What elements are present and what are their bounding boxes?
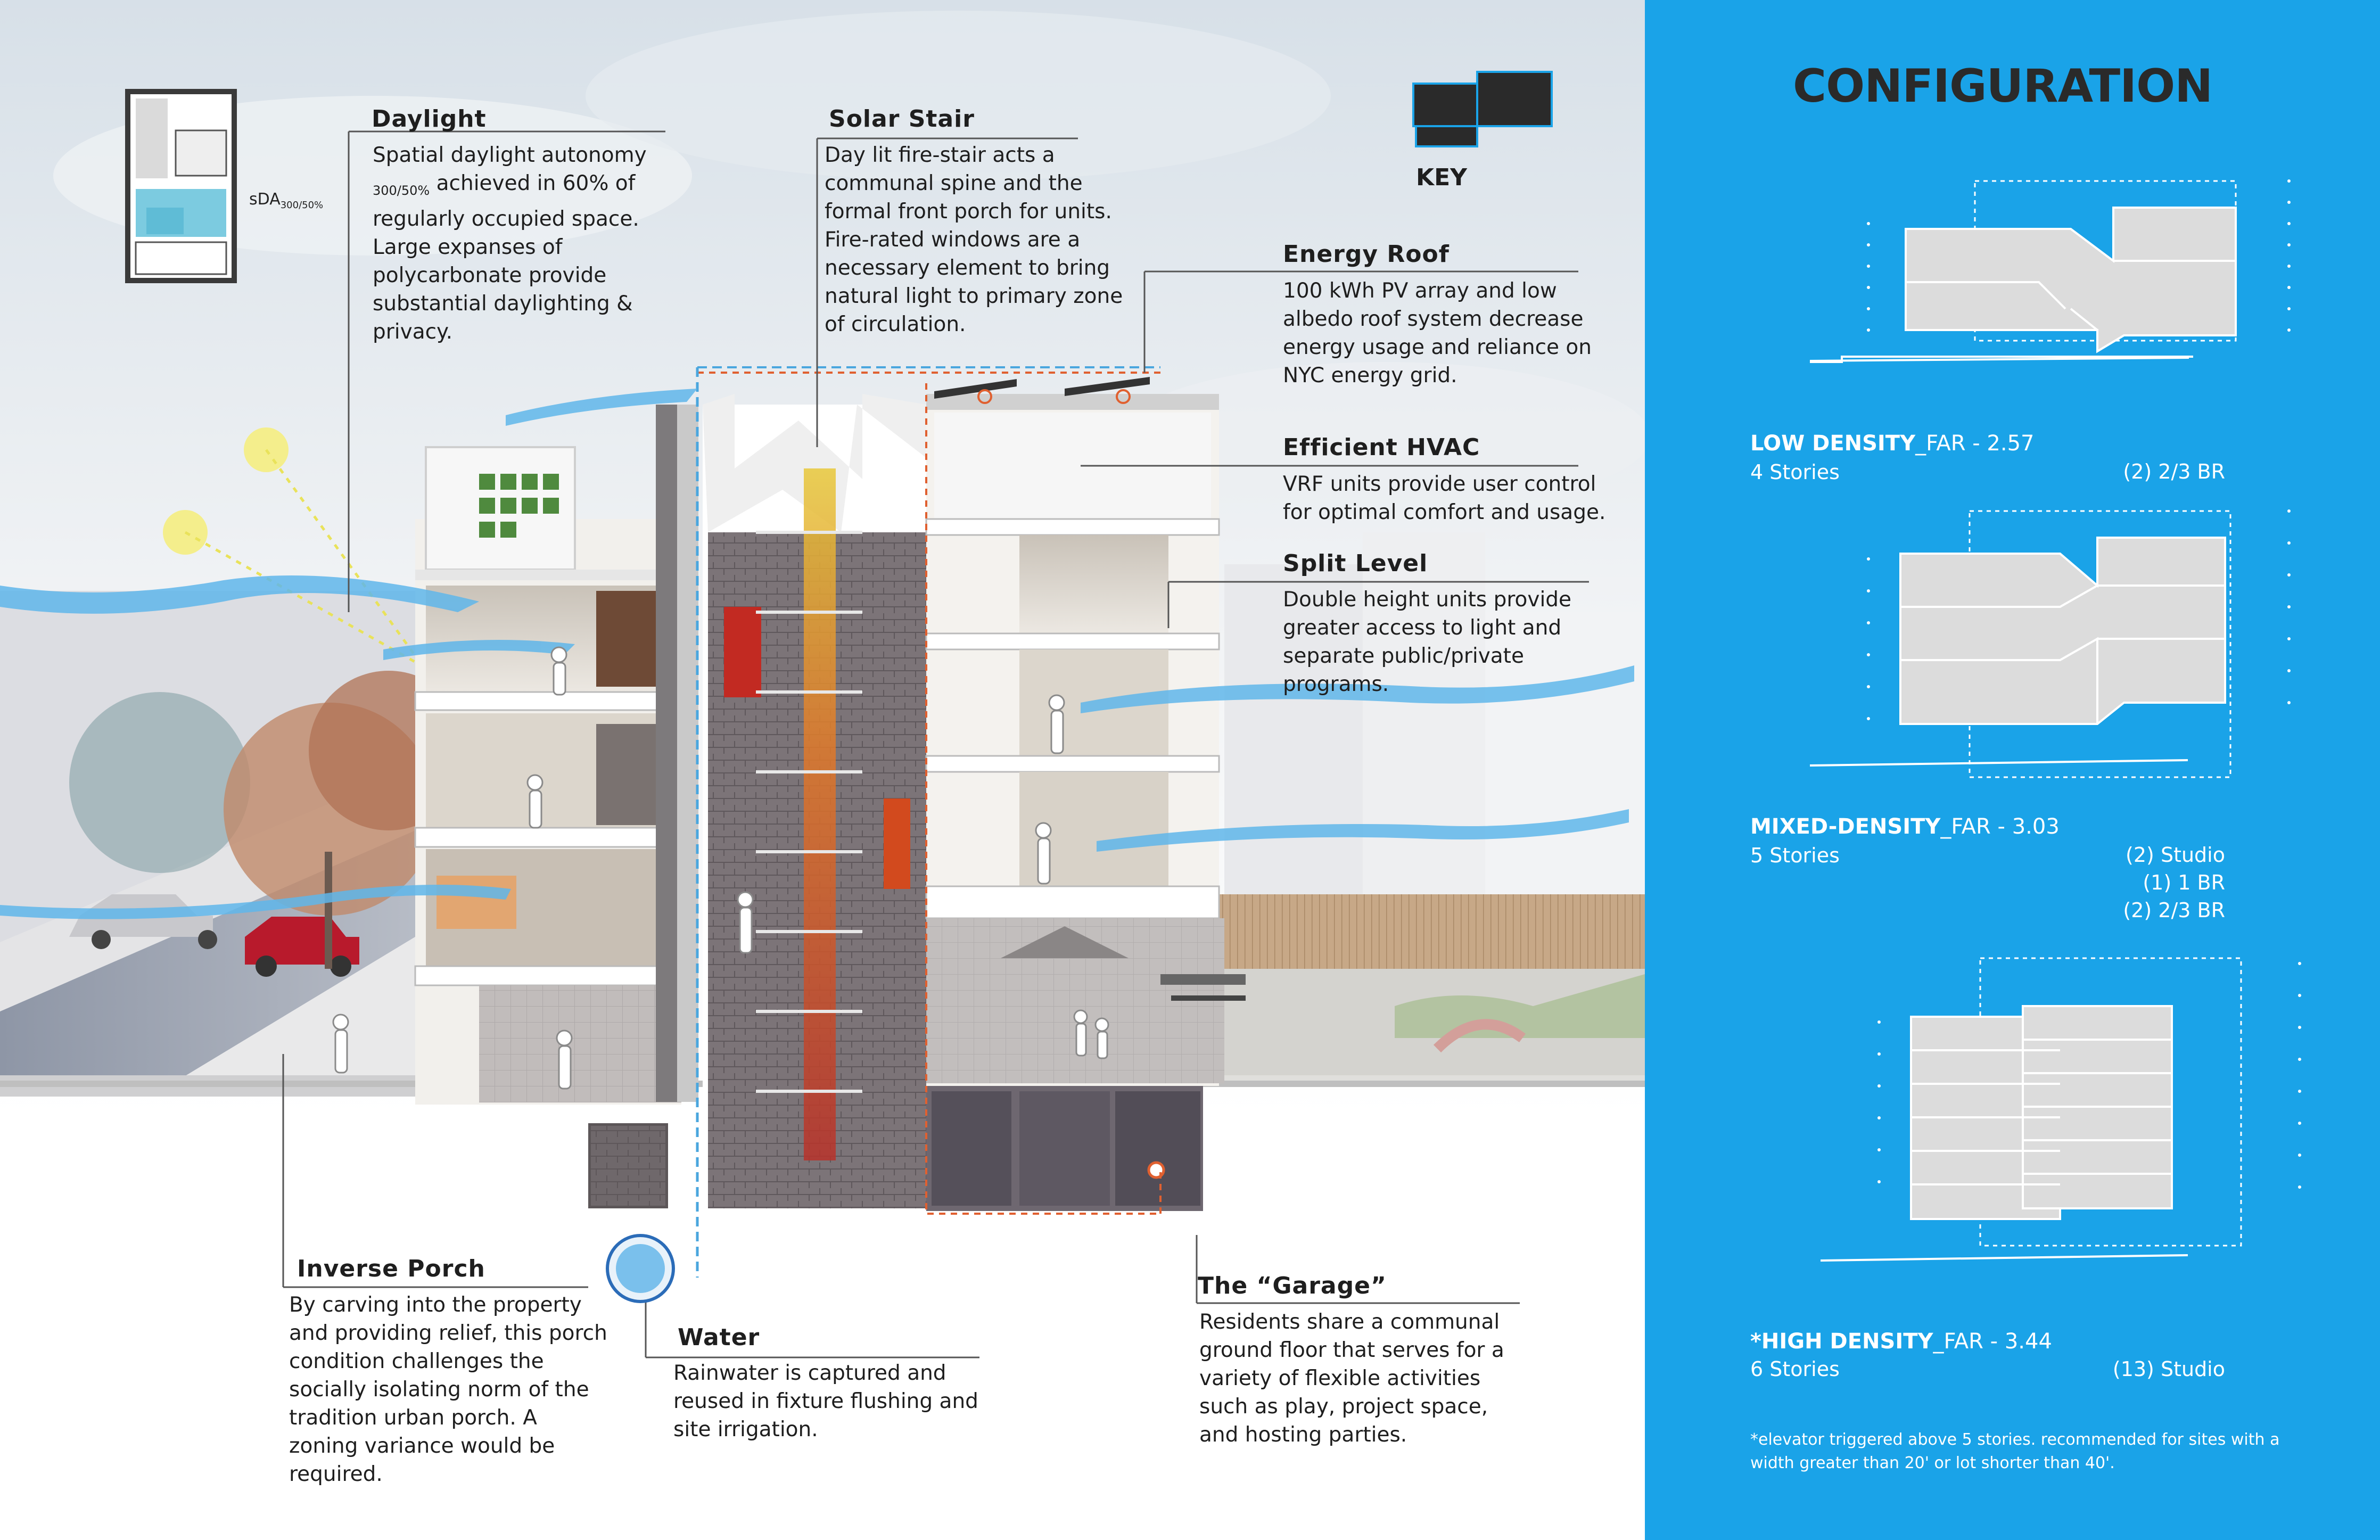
solar-stair-body: Day lit fire-stair acts a communal spine and the formal front porch for units. Fire-rated windows are a necessary element to bring natural light to primary zone of circulation. [825, 143, 1123, 336]
high-density-label: *HIGH DENSITY_FAR - 3.44 [1750, 1329, 2052, 1354]
high-density-stories: 6 Stories [1750, 1357, 1840, 1381]
low-density-units: (2) 2/3 BR [2123, 460, 2225, 483]
configuration-panel [1645, 0, 2380, 1540]
high-density-diagram [1645, 953, 2380, 1272]
efficient-hvac-title: Efficient HVAC [1283, 434, 1480, 461]
rainwater-tank-icon [607, 1236, 673, 1302]
mixed-density-diagram [1645, 500, 2380, 798]
configuration-footnote: *elevator triggered above 5 stories. recommended for sites with a width greater than 20' or lot shorter than 40'. [1750, 1430, 2280, 1472]
low-density-diagram [1645, 160, 2380, 405]
energy-roof-title: Energy Roof [1283, 241, 1450, 268]
split-level-title: Split Level [1283, 550, 1428, 577]
inverse-porch-body: By carving into the property and providing relief, this porch condition challenges the socially isolating norm of the tradition urban porch. A zoning variance would be required. [289, 1293, 607, 1486]
mixed-density-units: (2) Studio (1) 1 BR (2) 2/3 BR [2123, 843, 2225, 922]
key-label: KEY [1416, 164, 1468, 191]
garage-title: The “Garage” [1198, 1272, 1387, 1299]
low-density-label: LOW DENSITY_FAR - 2.57 [1750, 431, 2035, 456]
water-title: Water [678, 1324, 760, 1351]
water-body: Rainwater is captured and reused in fixture flushing and site irrigation. [673, 1361, 978, 1442]
mixed-density-label: MIXED-DENSITY_FAR - 3.03 [1750, 814, 2060, 839]
energy-roof-body: 100 kWh PV array and low albedo roof system decrease energy usage and reliance on NYC energy grid. [1283, 279, 1592, 388]
daylight-body: Spatial daylight autonomy $_{300/50\%}$ achieved in 60% of regularly occupied space. Large expanses of polycarbonate provide substantial daylighting & privacy. [373, 143, 647, 344]
daylight-title: Daylight [372, 105, 487, 133]
split-level-body: Double height units provide greater access to light and separate public/private programs. [1283, 588, 1572, 696]
mixed-density-stories: 5 Stories [1750, 844, 1840, 867]
efficient-hvac-body: VRF units provide user control for optimal comfort and usage. [1283, 472, 1606, 524]
garage-body: Residents share a communal ground floor that serves for a variety of flexible activities such as play, project space, and hosting parties. [1199, 1310, 1504, 1447]
solar-stair-title: Solar Stair [829, 105, 975, 133]
low-density-stories: 4 Stories [1750, 460, 1840, 484]
configuration-title: CONFIGURATION [1793, 60, 2213, 113]
sda-label: sDA$_{300/50\%}$ [249, 190, 324, 211]
inverse-porch-title: Inverse Porch [297, 1255, 485, 1282]
high-density-units: (13) Studio [2112, 1357, 2225, 1381]
unit-plan-thumbnail [128, 92, 234, 281]
